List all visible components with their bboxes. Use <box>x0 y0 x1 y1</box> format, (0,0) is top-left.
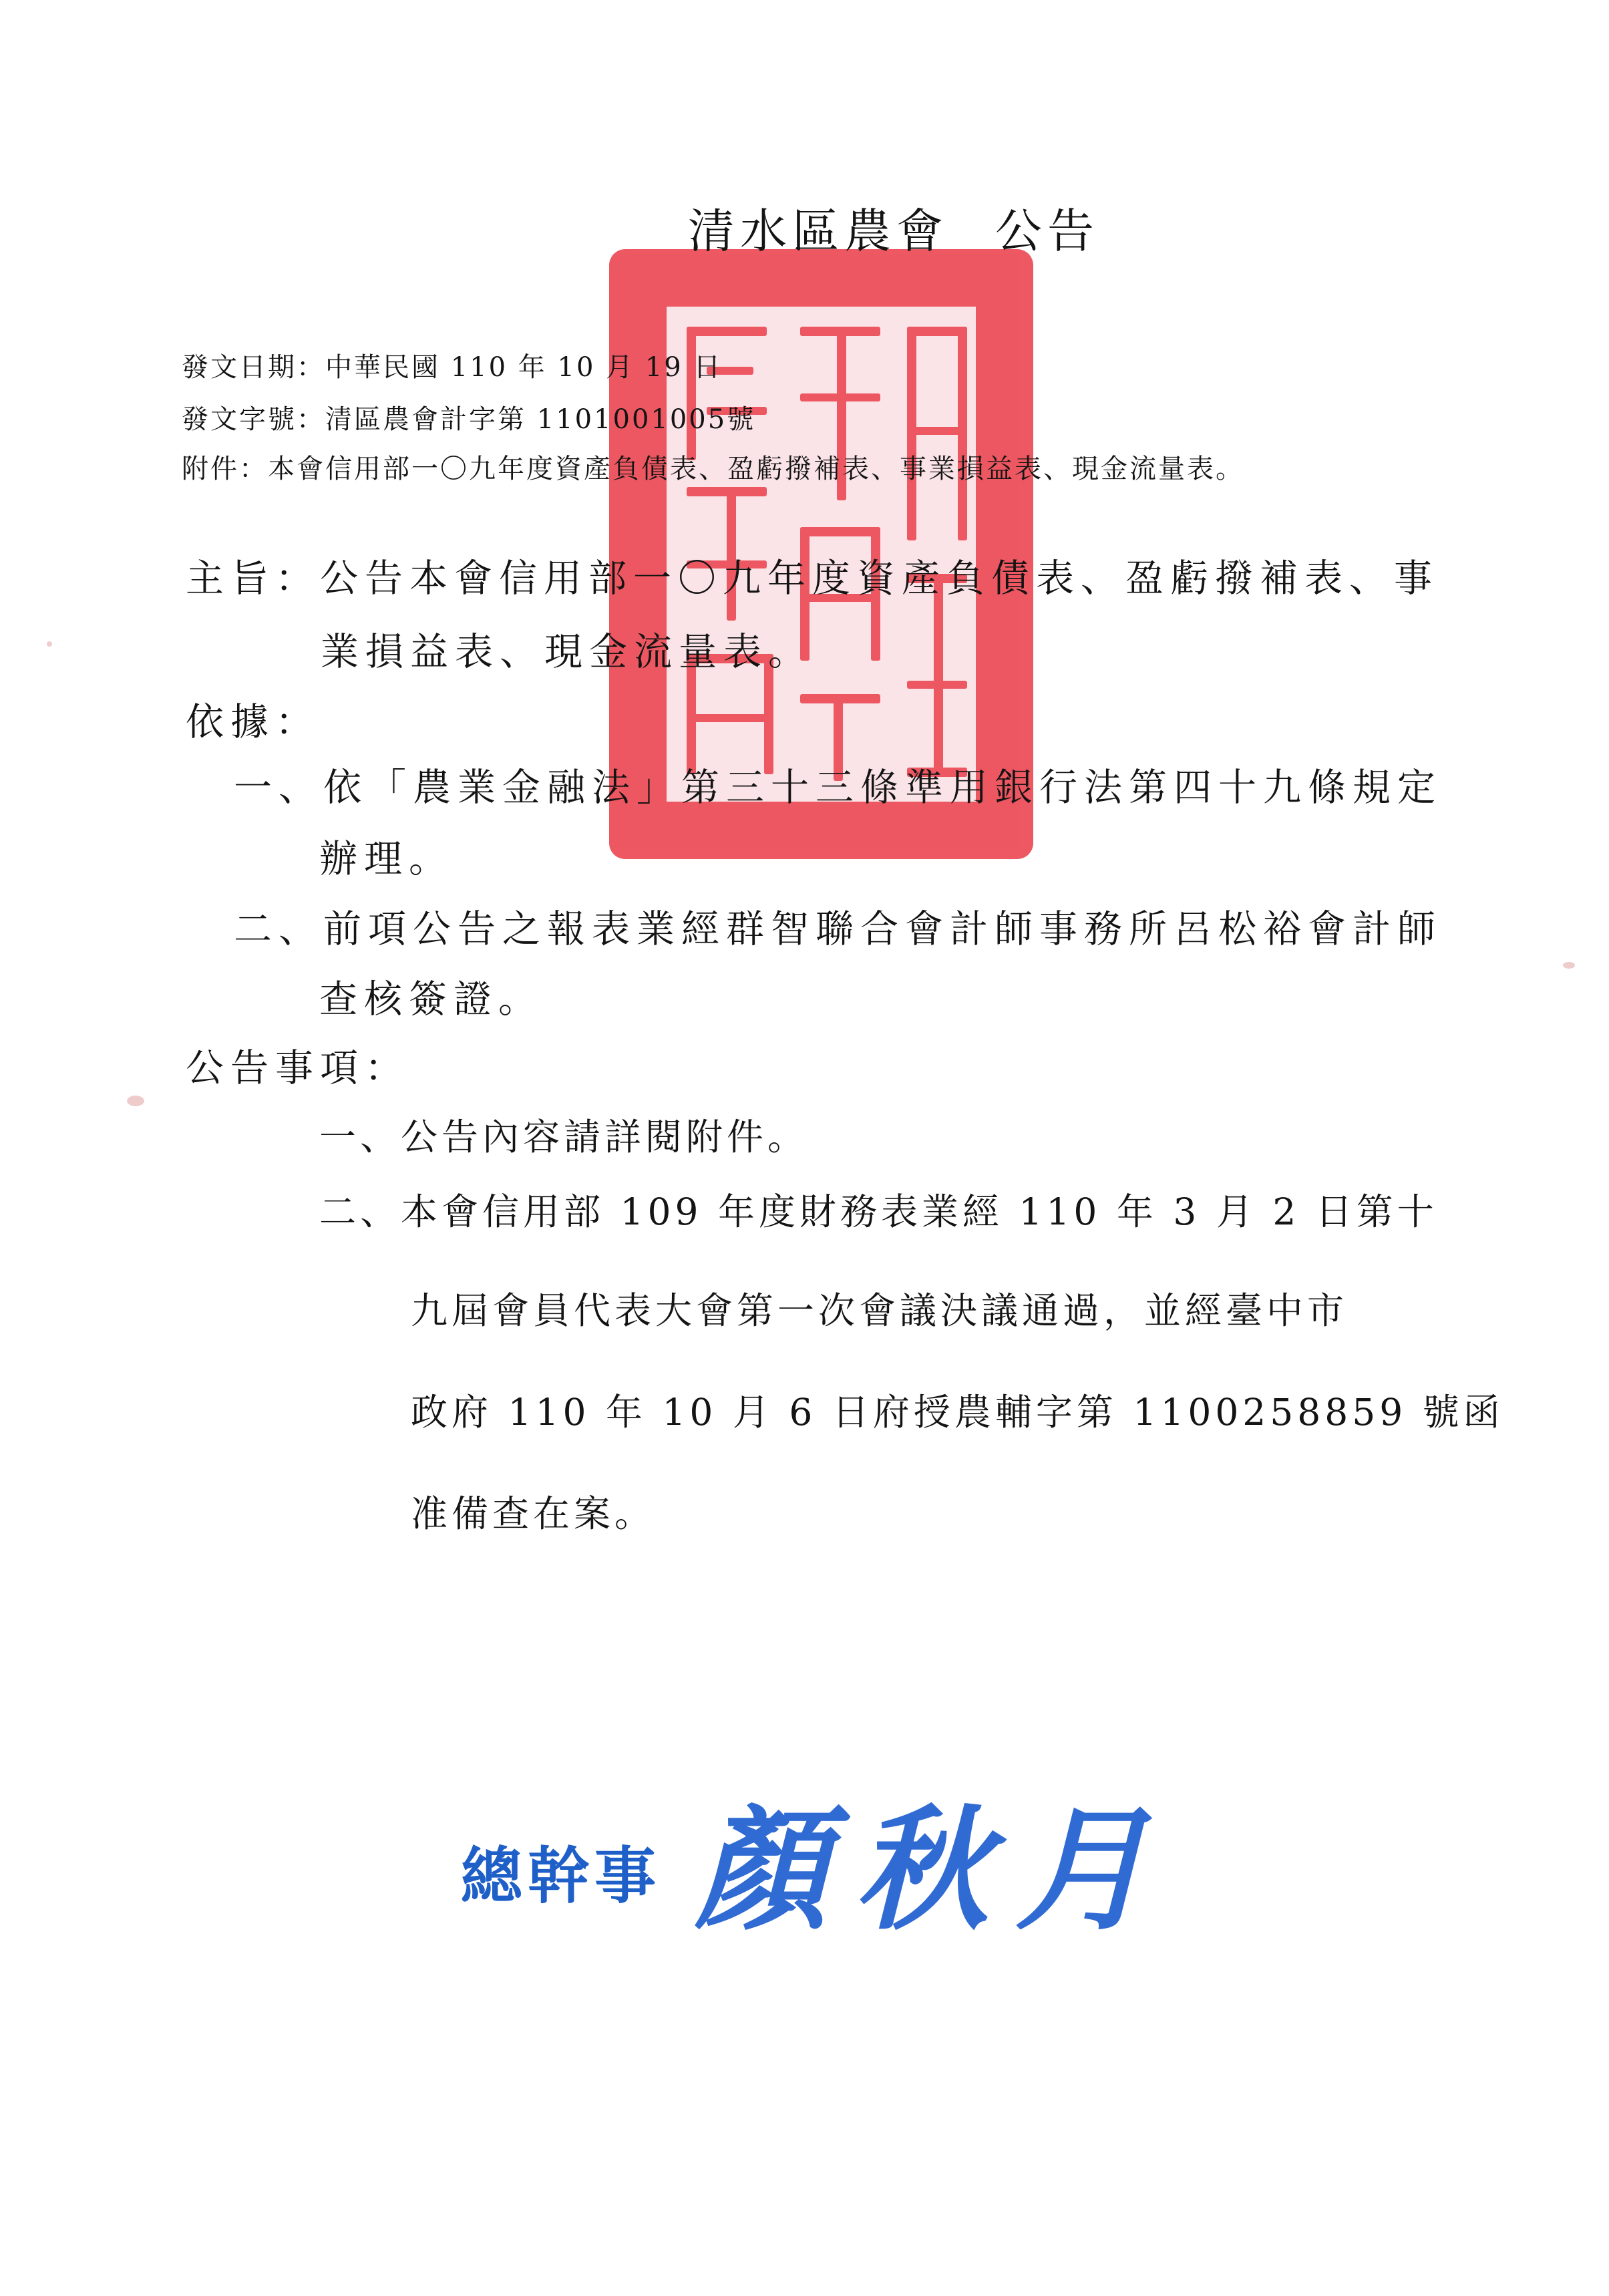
basis-heading: 依據： <box>186 700 320 744</box>
basis-item-2: 二、前項公告之報表業經群智聯合會計師事務所呂松裕會計師 <box>234 907 1442 951</box>
reference-number: 發文字號：清區農會計字第 1101001005號 <box>182 404 756 435</box>
subject-line-2: 業損益表、現金流量表。 <box>321 630 813 674</box>
doc-type: 公告 <box>995 204 1099 259</box>
announcement-item-2-cont-3: 准備查在案。 <box>411 1492 656 1535</box>
scan-speck <box>127 1096 144 1106</box>
announcement-item-2: 二、本會信用部 109 年度財務表業經 110 年 3 月 2 日第十 <box>319 1190 1438 1233</box>
announcement-item-1: 一、公告內容請詳閱附件。 <box>319 1116 809 1158</box>
signature-name: 顏秋月 <box>695 1792 1176 1949</box>
org-name: 清水區農會 <box>688 204 948 259</box>
document-title <box>688 194 1099 261</box>
signature-title: 總幹事 <box>461 1840 662 1912</box>
scan-speck <box>47 641 52 647</box>
basis-item-1: 一、依「農業金融法」第三十三條準用銀行法第四十九條規定 <box>234 766 1442 810</box>
announcements-heading: 公告事項： <box>186 1046 409 1090</box>
basis-item-2-cont: 查核簽證。 <box>319 977 543 1021</box>
subject-line-1: 主旨：公告本會信用部一〇九年度資產負債表、盈虧撥補表、事 <box>186 556 1439 601</box>
issue-date: 發文日期：中華民國 110 年 10 月 19 日 <box>182 352 723 383</box>
signature-stamp <box>461 1764 1196 1949</box>
attachment-line: 附件：本會信用部一〇九年度資產負債表、盈虧撥補表、事業損益表、現金流量表。 <box>182 454 1244 484</box>
announcement-item-2-cont-2: 政府 110 年 10 月 6 日府授農輔字第 1100258859 號函 <box>411 1391 1504 1434</box>
scan-speck <box>1563 962 1575 969</box>
announcement-item-2-cont-1: 九屆會員代表大會第一次會議決議通過，並經臺中市 <box>411 1289 1349 1332</box>
basis-item-1-cont: 辦理。 <box>319 837 454 881</box>
